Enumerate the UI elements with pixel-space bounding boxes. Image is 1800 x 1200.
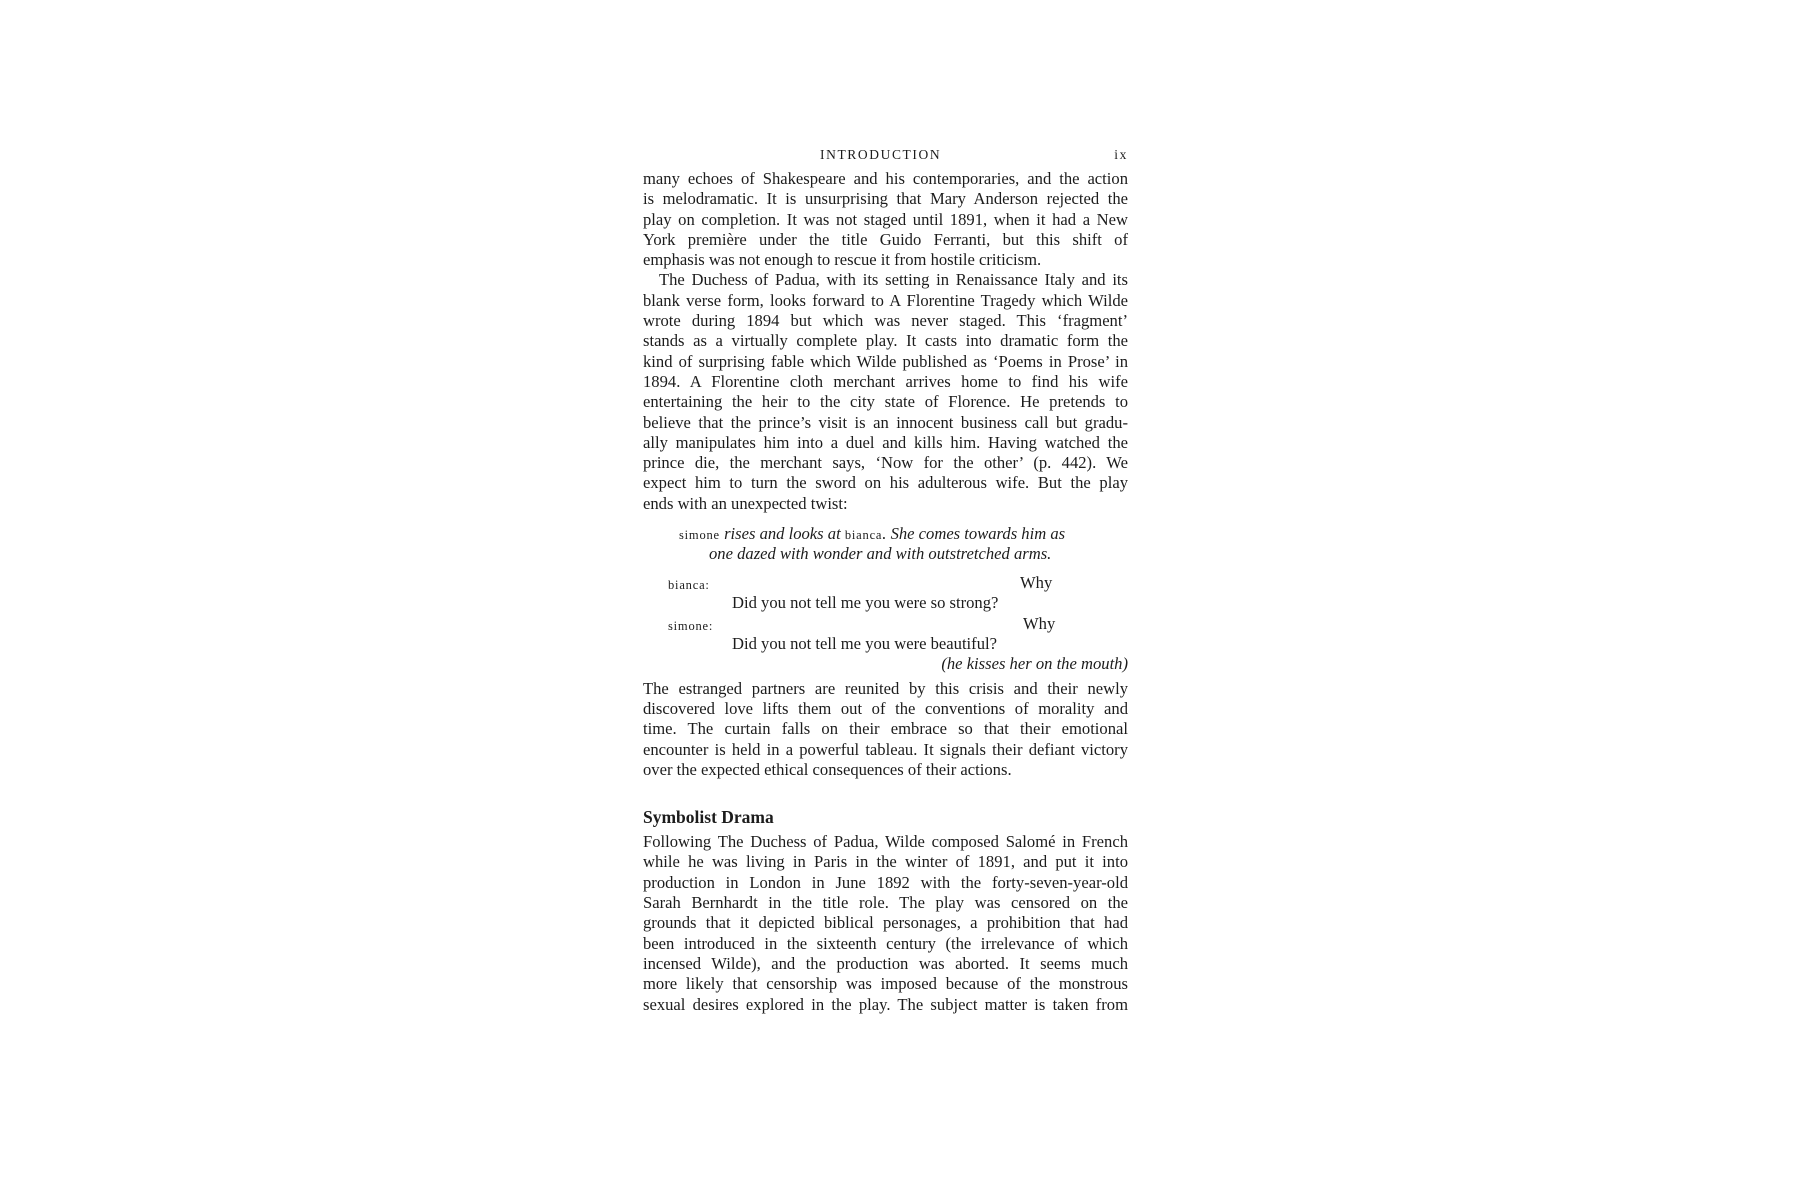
text-line: over the expected ethical consequences of their actions. (643, 759, 1012, 779)
text-line: time. The curtain falls on their embrace so that their emotional (643, 719, 1128, 739)
text-line: many echoes of Shakespeare and his contemporaries, and the action (643, 169, 1128, 188)
speaker-label: bianca: (668, 577, 710, 592)
stage-direction (679, 524, 1075, 565)
verse-line: Did you not tell me you were beautiful? (732, 633, 997, 653)
text-line: kind of surprising fable which Wilde published as ‘Poems in Prose’ in (643, 351, 1128, 371)
paragraph-1 (643, 169, 1128, 270)
text-line: stands as a virtually complete play. It casts into dramatic form the (643, 331, 1128, 351)
text-line: more likely that censorship was imposed because of the monstrous (643, 974, 1128, 994)
character-name: simone (679, 528, 720, 543)
text-line: believe that the prince’s visit is an innocent business call but gradu- (643, 412, 1128, 432)
text-line: entertaining the heir to the city state of Florence. He pretends to (643, 392, 1128, 412)
speaker-label: simone: (668, 618, 714, 633)
text-line: grounds that it depicted biblical personages, a prohibition that had (643, 913, 1128, 933)
text-line: ends with an unexpected twist: (643, 493, 848, 513)
text-line: ally manipulates him into a duel and kills him. Having watched the (643, 432, 1128, 452)
character-name: bianca (844, 528, 883, 543)
dialogue-block (643, 572, 1128, 673)
page-number: ix (1114, 147, 1128, 162)
paragraph-2 (643, 270, 1128, 514)
book-page (643, 145, 1128, 1015)
text-line: while he was living in Paris in the winter of 1891, and put it into (643, 852, 1128, 872)
text-line: incensed Wilde), and the production was aborted. It seems much (643, 953, 1128, 973)
text-line: emphasis was not enough to rescue it from hostile criticism. (643, 250, 1042, 270)
stage-direction-line: one dazed with wonder and with outstretched arms. (709, 544, 1052, 564)
verse-line: Did you not tell me you were so strong? (732, 592, 999, 612)
text-line: sexual desires explored in the play. The subject matter is taken from (643, 994, 1128, 1014)
text-line: been introduced in the sixteenth century (the irrelevance of which (643, 933, 1128, 953)
text-line: play on completion. It was not staged until 1891, when it had a New (643, 209, 1128, 229)
stage-direction-line: simone rises and looks at bianca. She comes towards him as (679, 524, 1066, 544)
text-line: 1894. A Florentine cloth merchant arrives home to find his wife (643, 371, 1128, 391)
text-line: The estranged partners are reunited by this crisis and their newly (643, 678, 1128, 698)
paragraph-3 (643, 679, 1128, 780)
text-line: Sarah Bernhardt in the title role. The play was censored on the (643, 893, 1128, 913)
running-head-title: INTRODUCTION (820, 147, 942, 162)
stage-direction-inline: (he kisses her on the mouth) (941, 653, 1128, 673)
text-line: production in London in June 1892 with the forty-seven-year-old (643, 872, 1128, 892)
text-line: encounter is held in a powerful tableau. It signals their defiant victory (643, 739, 1128, 759)
text-line: Following The Duchess of Padua, Wilde composed Salomé in French (643, 832, 1128, 852)
section-heading: Symbolist Drama (643, 807, 774, 828)
text-line: blank verse form, looks forward to A Florentine Tragedy which Wilde (643, 290, 1128, 310)
running-head (643, 145, 1128, 169)
text-line: wrote during 1894 but which was never staged. This ‘fragment’ (643, 311, 1128, 331)
dialogue-text: Why (1020, 572, 1053, 592)
text-line: York première under the title Guido Ferranti, but this shift of (643, 229, 1128, 249)
dialogue-text: Why (1023, 613, 1056, 633)
text-line: The Duchess of Padua, with its setting in Renaissance Italy and its (659, 270, 1128, 290)
text-line: prince die, the merchant says, ‘Now for the other’ (p. 442). We (643, 453, 1128, 473)
paragraph-4 (643, 832, 1128, 1015)
text-line: expect him to turn the sword on his adulterous wife. But the play (643, 473, 1128, 493)
text-line: discovered love lifts them out of the conventions of morality and (643, 698, 1128, 718)
text-line: is melodramatic. It is unsurprising that Mary Anderson rejected the (643, 189, 1128, 209)
